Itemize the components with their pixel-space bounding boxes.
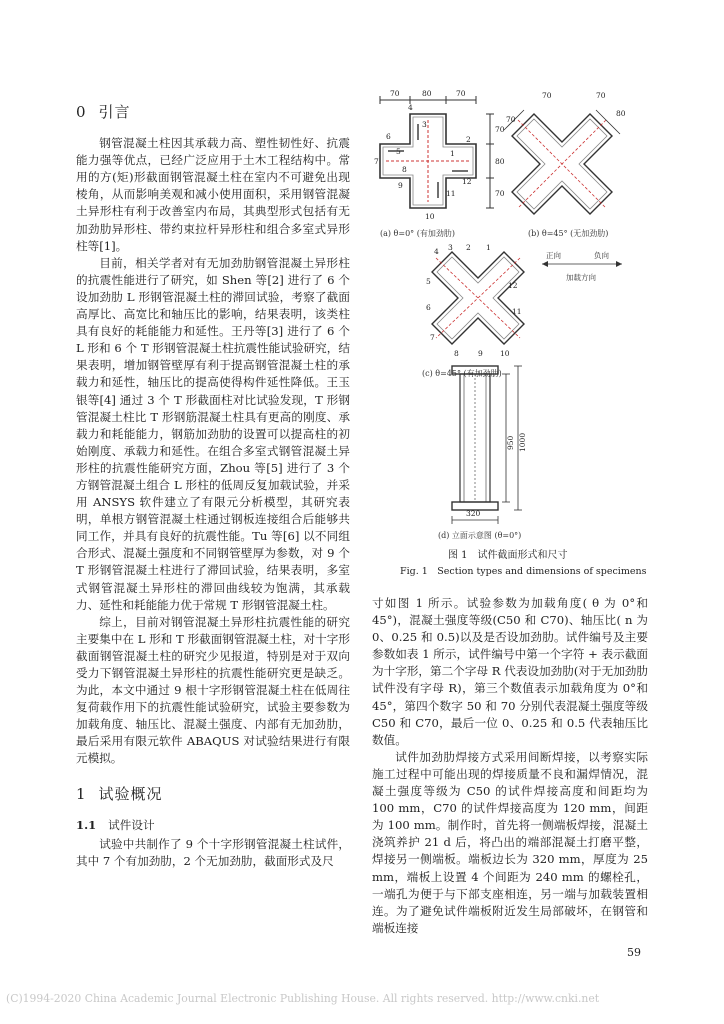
right-column (372, 595, 648, 937)
label-c-11: 11 (512, 307, 522, 316)
dim-b-mid: 80 (616, 109, 626, 118)
label-c-10: 10 (500, 349, 510, 358)
dim-a-side-1: 70 (495, 125, 505, 134)
label-a-8: 8 (402, 165, 407, 174)
subsection-title: 试件设计 (108, 817, 155, 832)
dim-b-right: 70 (596, 91, 606, 100)
label-a-11: 11 (446, 189, 456, 198)
dim-b-top: 70 (542, 91, 552, 100)
label-c-2: 2 (466, 243, 471, 252)
dim-a-side-2: 80 (495, 157, 505, 166)
section1-number: 1 (76, 784, 87, 803)
figure-1 (366, 84, 656, 554)
label-a-10: 10 (425, 212, 435, 221)
section1-heading (76, 786, 350, 803)
legend-direction: 加载方向 (566, 273, 596, 282)
intro-paragraph-1: 钢管混凝土柱因其承载力高、塑性韧性好、抗震能力强等优点，已经广泛应用于土木工程结构中。常用的方(矩)形截面钢管混凝土柱在室内不可避免出现棱角，从而影响美观和减小使用面积，采用钢管混凝土异形柱有利于改善室内布局，其典型形式包括有无加劲肋异形柱、带约束拉杆异形柱和组合多室式异形柱等[1]。 (76, 136, 350, 253)
dim-d-total: 1000 (518, 432, 527, 452)
section1-paragraph-1: 试验中共制作了 9 个十字形钢管混凝土柱试件，其中 7 个有加劲肋，2 个无加劲肋，截面形式及尺 (76, 836, 350, 868)
intro-heading (76, 104, 350, 121)
label-c-9: 9 (478, 349, 483, 358)
label-c-4: 4 (434, 247, 439, 256)
copyright-footer: (C)1994-2020 China Academic Journal Electronic Publishing House. All rights reserved. http://www.cnki.net (6, 992, 600, 1005)
legend-positive: 正向 (546, 251, 561, 260)
label-a-1: 1 (450, 149, 455, 158)
label-a-6: 6 (386, 132, 391, 141)
figure-caption-en: Fig. 1 Section types and dimensions of specimens (400, 566, 647, 577)
label-c-5: 5 (426, 277, 431, 286)
caption-b: (b) θ=45° (无加劲肋) (528, 229, 609, 238)
label-c-3: 3 (448, 243, 453, 252)
intro-paragraph-3: 综上，目前对钢管混凝土异形柱抗震性能的研究主要集中在 L 形和 T 形截面钢管混凝土柱，对十字形截面钢管混凝土柱的研究少见报道，特别是对于双向受力下钢管混凝土异形柱的抗震性能研究更是缺乏。为此，本文中通过 9 根十字形钢管混凝土柱在低周往复荷载作用下的抗震性能试验研究，试验主要参数为加载角度、轴压比、混凝土强度、内部有无加劲肋，最后采用有限元软件 ABAQUS 对试验结果进行有限元模拟。 (76, 614, 350, 766)
label-a-3: 3 (422, 120, 427, 129)
loading-direction-legend (542, 250, 622, 282)
label-c-1: 1 (486, 243, 491, 252)
dim-b-left: 70 (506, 115, 516, 124)
label-c-12: 12 (508, 281, 518, 290)
legend-negative: 负向 (594, 251, 609, 260)
caption-c: (c) θ=45° (有加劲肋) (422, 369, 502, 378)
figure-1b-section (504, 110, 620, 214)
intro-number: 0 (76, 103, 87, 121)
label-a-12: 12 (462, 177, 472, 186)
dim-a-top-2: 80 (422, 89, 432, 98)
section1-title: 试验概况 (98, 784, 163, 803)
dim-a-side-3: 70 (495, 189, 505, 198)
caption-a: (a) θ=0° (有加劲肋) (380, 229, 455, 238)
label-a-4: 4 (408, 103, 413, 112)
figure-caption-zh: 图 1 试件截面形式和尺寸 (448, 550, 568, 561)
page-number: 59 (627, 946, 641, 959)
label-c-8: 8 (454, 349, 459, 358)
intro-paragraph-2: 目前，相关学者对有无加劲肋钢管混凝土异形柱的抗震性能进行了研究，如 Shen 等[2] 进行了 6 个设加劲肋 L 形钢管混凝土柱的滞回试验，考察了截面高厚比、高宽比和轴压比的影响，结果表明，该类柱具有良好的耗能能力和延性。王丹等[3] 进行了 6 个 L 形和 6 个 T 形钢管混凝土柱抗震性能试验研究，结果表明，增加钢管壁厚有利于提高钢管混凝土柱的承载力和延性，轴压比的提高使得构件延性降低。王玉银等[4] 通过 3 个 T 形截面柱对比试验发现，T 形钢管混凝土柱比 T 形钢筋混凝土柱具有更高的刚度、承载力和耗能能力，钢筋加劲肋的设置可以提高柱的初始刚度、承载力和延性。在组合多室式钢管混凝土异形柱的抗震性能研究方面，Zhou 等[5] 进行了 3 个方钢管混凝土组合 L 形柱的低周反复加载试验，并采用 ANSYS 软件建立了有限元分析模型，其研究表明，单根方钢管混凝土柱通过钢板连接组合后能够共同工作，并具有良好的抗震性能。Tu 等[6] 以不同组合形式、混凝土强度和不同钢管壁厚为参数，对 9 个 T 形钢管混凝土柱进行了滞回试验，结果表明，多室式钢管混凝土异形柱的滞回曲线较为饱满，其承载力、延性和耗能能力优于常规 T 形钢管混凝土柱。 (76, 255, 350, 612)
dim-d-width: 320 (466, 509, 481, 518)
label-a-7: 7 (374, 157, 379, 166)
figure-1c-section (432, 252, 524, 344)
dim-a-top-3: 70 (456, 89, 466, 98)
subsection-number: 1.1 (76, 817, 97, 832)
label-c-7: 7 (430, 333, 435, 342)
right-paragraph-2: 试件加劲肋焊接方式采用间断焊接，以考察实际施工过程中可能出现的焊接质量不良和漏焊情况，混凝土强度等级为 C50 的试件焊接高度和间距均为 100 mm，C70 的试件焊接高度为 120 mm，间距为 100 mm。制作时，首先将一侧端板焊接，混凝土浇筑养护 21 d 后，将凸出的端部混凝土打磨平整，焊接另一侧端板。端板边长为 320 mm，厚度为 25 mm，端板上设置 4 个间距为 240 mm 的螺栓孔，一端孔为便于与下部支座相连，另一端与加载装置相连。为了避免试件端板附近发生局部破坏，在钢管和端板连接 (372, 749, 648, 935)
label-c-6: 6 (426, 303, 431, 312)
label-a-9: 9 (398, 181, 403, 190)
dim-d-inner: 950 (506, 435, 515, 450)
intro-title: 引言 (98, 103, 131, 121)
subsection-heading (76, 817, 350, 834)
dim-a-top-1: 70 (390, 89, 400, 98)
label-a-5: 5 (396, 147, 401, 156)
label-a-2: 2 (466, 135, 471, 144)
left-column (76, 104, 350, 870)
right-paragraph-1: 寸如图 1 所示。试验参数为加载角度( θ 为 0°和 45°)，混凝土强度等级(C50 和 C70)、轴压比( n 为 0、0.25 和 0.5)以及是否设加劲肋。试件编号及主要参数如表 1 所示，试件编号中第一个字符 + 表示截面为十字形，第二个字母 R 代表设加劲肋(对于无加劲肋试件没有字母 R)，第三个数值表示加载角度为 0°和 45°，第四个数字 50 和 70 分别代表混凝土强度等级 C50 和 C70，最后一位 0、0.25 和 0.5 代表轴压比数值。 (372, 596, 648, 747)
caption-d: (d) 立面示意图 (θ=0°) (438, 531, 522, 540)
